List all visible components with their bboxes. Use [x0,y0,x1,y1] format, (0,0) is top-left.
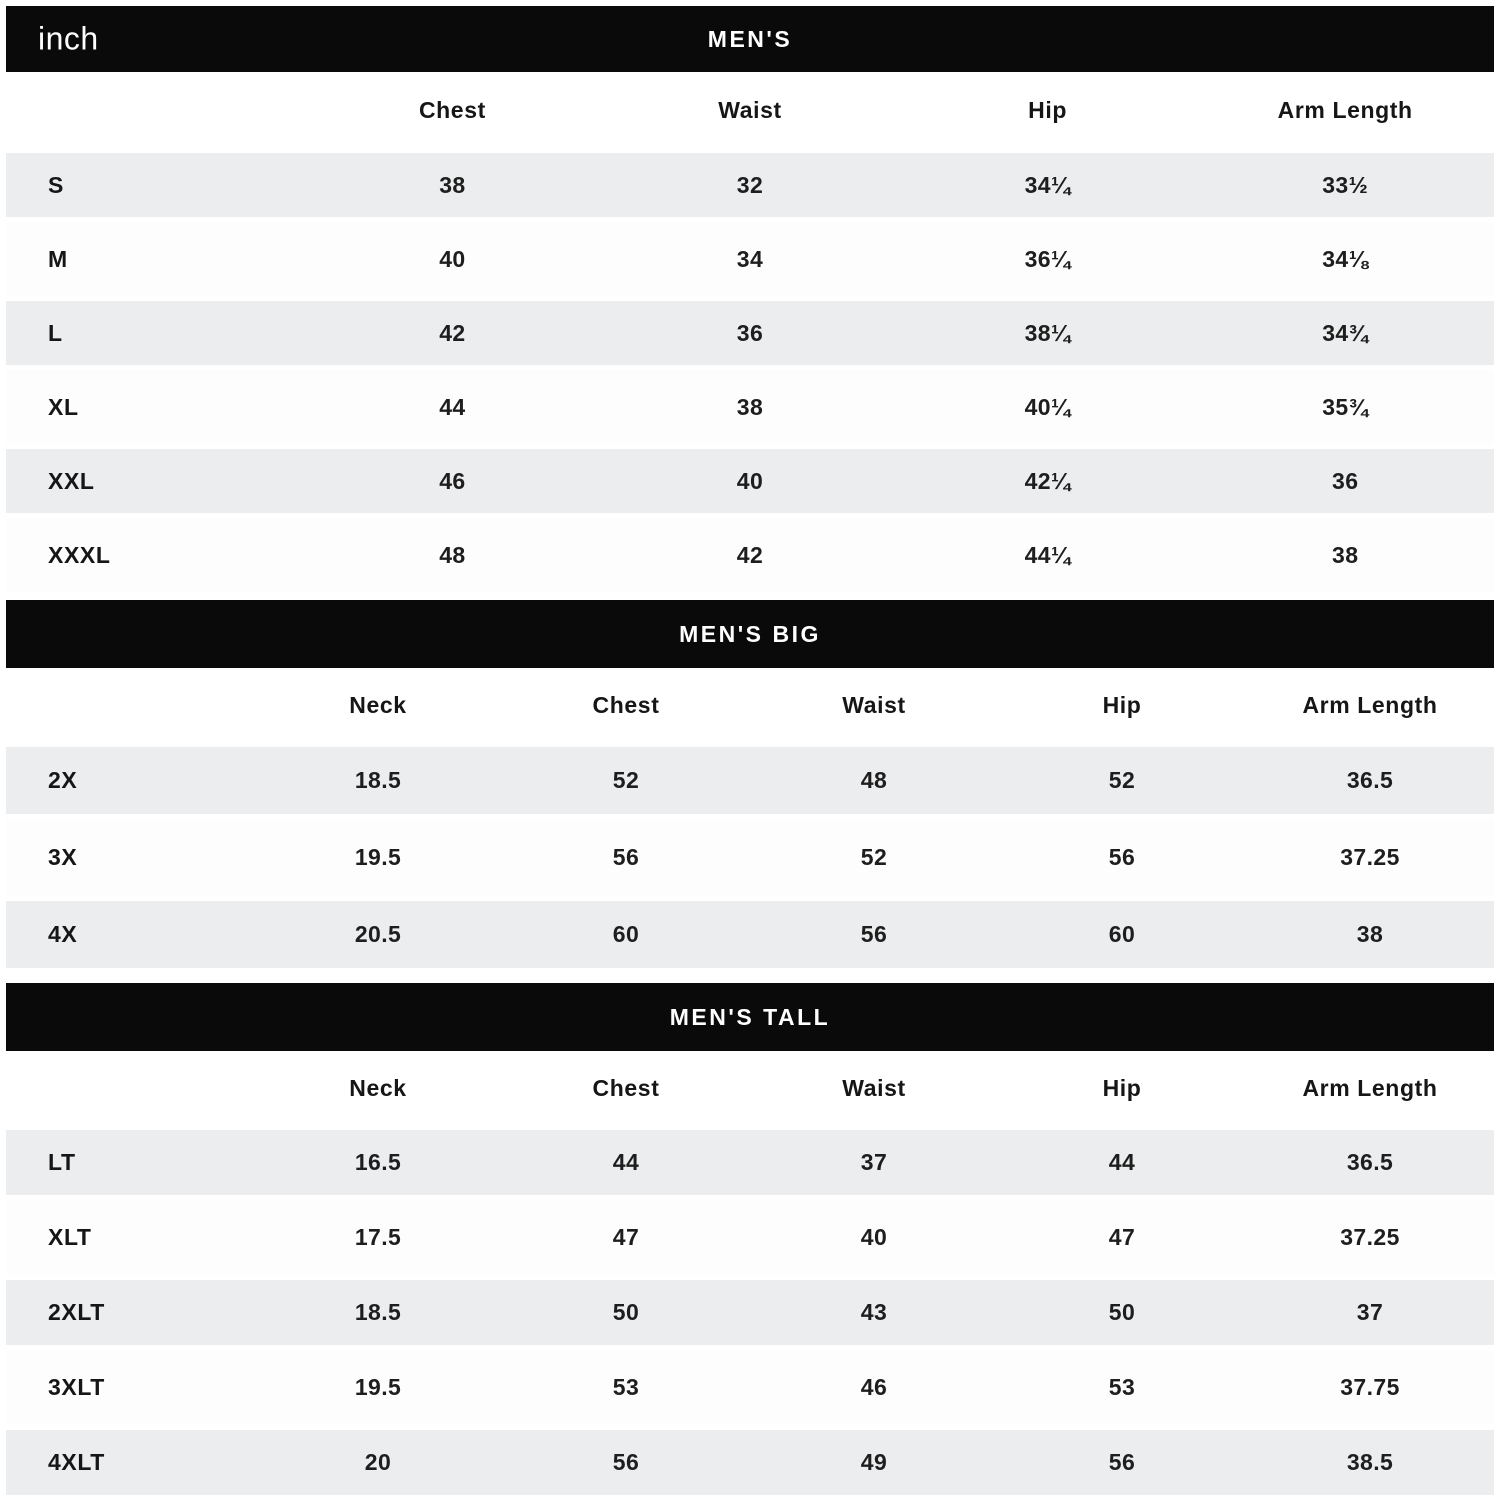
cell-value: 56 [1108,1449,1136,1475]
cell-value: 34 [736,245,764,272]
column-header: Arm Length [1302,1074,1438,1101]
cell-value: 37.25 [1340,1224,1400,1250]
cell-value: 17.5 [354,1224,402,1250]
cell-value: 19.5 [354,844,402,870]
table-row [6,222,1494,296]
cell-value: 52 [860,844,888,870]
column-header-row [6,668,1494,742]
table-row [6,296,1494,370]
cell-value: 18.5 [354,1299,402,1325]
section-title-suffix: BIG [772,620,821,647]
table-row [6,1125,1494,1200]
size-label: M [48,245,68,272]
cell-value: 60 [612,921,640,947]
section-title [670,1004,830,1031]
section-title-prefix: MEN'S [679,620,764,647]
column-header: Neck [349,1074,407,1101]
cell-value: 33½ [1322,171,1369,198]
cell-value: 36.5 [1346,767,1394,793]
cell-value: 48 [860,767,888,793]
cell-value: 38¼ [1024,319,1071,346]
size-label: XLT [48,1224,92,1250]
table-body [6,742,1494,973]
table-body [6,1125,1494,1500]
section-banner [6,983,1494,1051]
table-row [6,1275,1494,1350]
column-header: Waist [718,96,782,123]
cell-value: 40 [439,245,466,272]
size-label: XXXL [48,541,111,568]
cell-value: 48 [439,541,466,568]
cell-value: 38 [1332,541,1359,568]
cell-value: 44 [612,1149,640,1175]
table-row [6,896,1494,973]
size-label: 4XLT [48,1449,105,1475]
cell-value: 44 [439,393,466,420]
cell-value: 34¾ [1322,319,1369,346]
section-mens-tall [6,983,1494,1500]
column-header: Hip [1102,691,1142,718]
cell-value: 56 [612,1449,640,1475]
cell-value: 56 [1108,844,1136,870]
cell-value: 16.5 [354,1149,402,1175]
cell-value: 43 [860,1299,888,1325]
cell-value: 20 [364,1449,392,1475]
column-header: Waist [842,1074,906,1101]
cell-value: 47 [612,1224,640,1250]
cell-value: 20.5 [354,921,402,947]
table-row [6,1200,1494,1275]
cell-value: 19.5 [354,1374,402,1400]
cell-value: 36 [1332,467,1359,494]
column-header: Neck [349,691,407,718]
cell-value: 35¾ [1322,393,1369,420]
cell-value: 42 [736,541,764,568]
section-title-prefix: MEN'S [669,1003,755,1030]
cell-value: 37 [1356,1299,1384,1325]
cell-value: 52 [1108,767,1136,793]
section-title-prefix: MEN'S [707,25,793,52]
cell-value: 56 [612,844,640,870]
table-row [6,1350,1494,1425]
cell-value: 36.5 [1346,1149,1394,1175]
size-label: 2XLT [48,1299,105,1325]
table-row [6,742,1494,819]
cell-value: 18.5 [354,767,402,793]
cell-value: 40¼ [1024,393,1071,420]
cell-value: 50 [612,1299,640,1325]
size-label: 4X [48,921,78,947]
cell-value: 46 [439,467,466,494]
cell-value: 46 [860,1374,888,1400]
cell-value: 60 [1108,921,1136,947]
size-label: L [48,319,63,346]
cell-value: 50 [1108,1299,1136,1325]
size-chart [6,6,1494,1500]
cell-value: 37.75 [1340,1374,1400,1400]
cell-value: 40 [736,467,764,494]
size-label: XXL [48,467,95,494]
size-label: LT [48,1149,76,1175]
cell-value: 53 [612,1374,640,1400]
size-label: 3X [48,844,78,870]
cell-value: 40 [860,1224,888,1250]
section-banner [6,600,1494,668]
cell-value: 52 [612,767,640,793]
unit-label: inch [38,20,99,57]
section-title-suffix: TALL [763,1003,831,1030]
size-label: 2X [48,767,78,793]
column-header-row [6,1051,1494,1125]
size-label: XL [48,393,79,420]
table-body [6,148,1494,592]
cell-value: 34⅛ [1322,245,1369,272]
size-label: 3XLT [48,1374,105,1400]
cell-value: 42¼ [1024,467,1071,494]
section-mens-big [6,600,1494,973]
table-row [6,819,1494,896]
cell-value: 44¼ [1024,541,1071,568]
cell-value: 38 [736,393,764,420]
table-row [6,1425,1494,1500]
column-header: Waist [842,691,906,718]
cell-value: 36¼ [1024,245,1071,272]
column-header: Chest [592,691,660,718]
column-header: Chest [418,96,486,123]
section-banner [6,6,1494,72]
cell-value: 37.25 [1340,844,1400,870]
column-header: Arm Length [1277,96,1413,123]
cell-value: 32 [736,171,764,198]
cell-value: 42 [439,319,466,346]
cell-value: 38.5 [1346,1449,1394,1475]
cell-value: 49 [860,1449,888,1475]
table-row [6,518,1494,592]
size-label: S [48,171,64,198]
cell-value: 38 [1356,921,1384,947]
column-header: Hip [1028,96,1068,123]
column-header: Hip [1102,1074,1142,1101]
table-row [6,148,1494,222]
section-title [679,621,821,648]
column-header-row [6,72,1494,148]
column-header: Arm Length [1302,691,1438,718]
cell-value: 47 [1108,1224,1136,1250]
table-row [6,370,1494,444]
cell-value: 44 [1108,1149,1136,1175]
cell-value: 36 [736,319,764,346]
section-mens [6,6,1494,592]
cell-value: 38 [439,171,466,198]
cell-value: 37 [860,1149,888,1175]
section-title [708,26,792,53]
cell-value: 53 [1108,1374,1136,1400]
cell-value: 56 [860,921,888,947]
table-row [6,444,1494,518]
cell-value: 34¼ [1024,171,1071,198]
column-header: Chest [592,1074,660,1101]
